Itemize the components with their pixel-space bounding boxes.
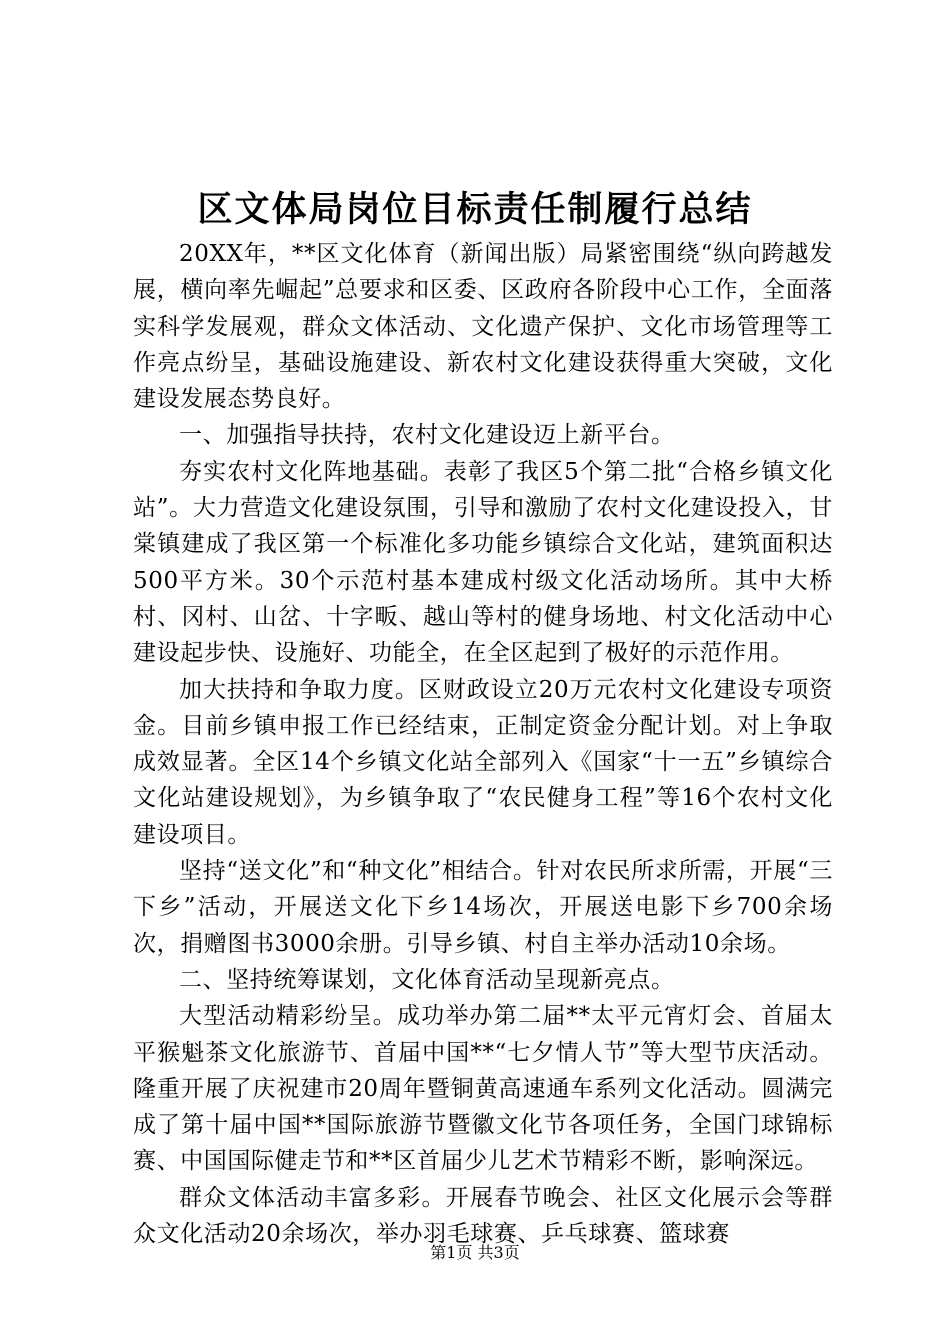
paragraph: 加大扶持和争取力度。区财政设立20万元农村文化建设专项资金。目前乡镇申报工作已经结束，正制定资金分配计划。对上争取成效显著。全区14个乡镇文化站全部列入《国家“十一五”乡镇综合文化站建设规划》，为乡镇争取了“农民健身工程”等16个农村文化建设项目。 [133,676,833,848]
page-footer: 第1页 共3页 [430,1243,520,1262]
paragraph: 夯实农村文化阵地基础。表彰了我区5个第二批“合格乡镇文化站”。大力营造文化建设氛围，引导和激励了农村文化建设投入，甘棠镇建成了我区第一个标准化多功能乡镇综合文化站，建筑面积达500平方米。30个示范村基本建成村级文化活动场所。其中大桥村、冈村、山岔、十字畈、越山等村的健身场地、村文化活动中心建设起步快、设施好、功能全，在全区起到了极好的示范作用。 [133,458,833,667]
document-title: 区文体局岗位目标责任制履行总结 [197,189,753,230]
paragraph: 群众文体活动丰富多彩。开展春节晚会、社区文化展示会等群众文化活动20余场次，举办羽毛球赛、乒乓球赛、篮球赛 [133,1184,833,1248]
section-heading-1: 一、加强指导扶持，农村文化建设迈上新平台。 [179,422,675,449]
document-body [133,236,833,1252]
section-heading-2: 二、坚持统筹谋划，文化体育活动呈现新亮点。 [179,966,675,993]
paragraph-intro: 20XX年，**区文化体育（新闻出版）局紧密围绕“纵向跨越发展，横向率先崛起”总要求和区委、区政府各阶段中心工作，全面落实科学发展观，群众文体活动、文化遗产保护、文化市场管理等工作亮点纷呈，基础设施建设、新农村文化建设获得重大突破，文化建设发展态势良好。 [133,241,833,413]
paragraph: 大型活动精彩纷呈。成功举办第二届**太平元宵灯会、首届太平猴魁茶文化旅游节、首届中国**“七夕情人节”等大型节庆活动。隆重开展了庆祝建市20周年暨铜黄高速通车系列文化活动。圆满完成了第十届中国**国际旅游节暨徽文化节各项任务，全国门球锦标赛、中国国际健走节和**区首届少儿艺术节精彩不断，影响深远。 [133,1003,833,1175]
paragraph: 坚持“送文化”和“种文化”相结合。针对农民所求所需，开展“三下乡”活动，开展送文化下乡14场次，开展送电影下乡700余场次，捐赠图书3000余册。引导乡镇、村自主举办活动10余场。 [133,858,833,957]
